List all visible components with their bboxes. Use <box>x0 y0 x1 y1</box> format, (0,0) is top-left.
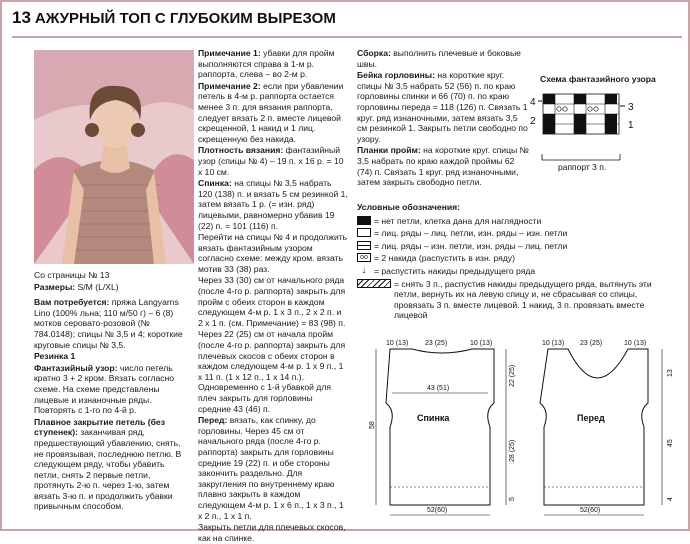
scheme-repeat-label: раппорт 3 п. <box>558 162 607 172</box>
legend-item: = лиц. ряды – лиц. петли, изн. ряды – изн. петли <box>357 228 677 239</box>
front-schematic <box>540 340 674 515</box>
back-schematic <box>369 340 516 515</box>
band-text: на короткие круг. спицы № 3,5 набрать по краю каждой проймы 62 (74) п. Связать 1 круг. ряд изнаночными, затем закрыть свободно петли. <box>357 145 529 188</box>
paragraph-c: Через 22 (25) см от начала пройм (после 4-го р. раппорта) закрыть для плечевых скосов с обеих сторон в каждом следующем 4-м р. 1 х 9 п., 1 х 11 п. (1 х 12 п., 1 х 14 п.). Одновременно с 1-й убавкой для плеч закрыть для горловины средние 43 (46) п. <box>198 329 346 414</box>
purl-stitch-icon <box>357 241 371 250</box>
band-label: Планки пройм: <box>357 145 421 156</box>
smooth-label: Плавное закрытие петель (без ступенек): <box>34 416 165 438</box>
note2-text: если при убавлении петель в 4-м р. раппорта остается менее 3 п. для вязания раппорта, следует вязать 2 п. вместе лицевой скрещенной, 1 накид и 1 лиц. скрещенную без накида. <box>198 80 344 144</box>
note1-label: Примечание 1: <box>198 48 261 58</box>
back-body: 28 (25) <box>509 439 516 462</box>
column-3 <box>357 48 529 189</box>
pattern-scheme <box>530 74 680 174</box>
front-label: Перед <box>577 413 605 423</box>
density-text: фантазийный узор (спицы № 4) – 19 п. х 16 р. = 10 х 10 см. <box>198 145 344 177</box>
neck-paragraph <box>357 70 529 144</box>
scheme-row-1: 1 <box>628 120 634 131</box>
front-text: вязать, как спинку, до горловины. Через 45 см от начального ряда (после 4-го р. раппорта) закрыть для горловины средние 19 (22) п. и обе стороны закончить раздельно. Для закругления по внутреннему краю плавно закрыть в каждом следующем 4-м р. 1 х 6 п., 1 х 3 п., 1 х 2 п., 1 х 1 п. <box>198 415 344 521</box>
scheme-cells <box>543 94 619 134</box>
note2-paragraph <box>198 81 348 145</box>
neck-text: на короткие круг. спицы № 3,5 набрать 52 (56) п. по краю горловины спинки и 66 (70) п. по краю горловины переда = 118 (126) п. Связать 1 круг. ряд изнаночными, затем вязать 3,5 см резинкой 1. Закрыть петли свободно по узору. <box>357 70 528 144</box>
rib-label: Резинка 1 <box>34 351 76 362</box>
assembly-text: выполнить плечевые и боковые швы. <box>357 48 521 69</box>
front-top-1: 10 (13) <box>542 340 565 347</box>
density-label: Плотность вязания: <box>198 145 284 156</box>
header <box>12 8 682 38</box>
materials-paragraph <box>34 297 190 350</box>
front-bottom-width: 52(60) <box>580 507 601 514</box>
scheme-row-4: 4 <box>530 97 536 108</box>
back-height: 58 <box>369 421 376 429</box>
legend-item: oo = 2 накида (распустить в изн. ряду) <box>357 253 677 264</box>
back-top-1: 10 (13) <box>386 340 409 347</box>
note1-paragraph <box>198 48 348 80</box>
note1-text: убавки для пройм выполняются справа в 1-м р. раппорта, слева – во 2-м р. <box>198 48 335 80</box>
back-top-2: 23 (25) <box>425 340 448 347</box>
sizes-label: Размеры: <box>34 281 76 292</box>
neck-label: Бейка горловины: <box>357 70 436 81</box>
column-1 <box>34 270 190 513</box>
drop-arrow-icon: ↓ <box>361 264 367 276</box>
front-neck-depth: 13 <box>667 369 674 377</box>
front-top-2: 23 (25) <box>580 340 603 347</box>
paragraph-d: Закрыть петли для плечевых скосов, как на спинке. <box>198 522 346 543</box>
back-paragraph <box>198 178 348 231</box>
materials-text: пряжа Langyarns Lino (100% льна; 110 м/50 г) – 6 (8) мотков серовато-розовой (№ 784.0148); спицы № 3,5 и 4; короткие круговые спицы № 3,5. <box>34 297 183 350</box>
legend-item: = снять 3 п., распустив накиды предыдущего ряда, вытянуть эти петли, вернуть их на левую спицу и, не сбрасывая со спицы, провязать 3 п. вместе лицевой. 1 накид, 3 п. провязать вместе лицевой <box>357 279 677 321</box>
back-label: Спинка: <box>198 178 232 189</box>
back-rib: 5 <box>509 497 516 501</box>
scheme-grid <box>530 84 680 176</box>
back-label: Спинка <box>417 413 450 423</box>
cluster-stitch-icon <box>357 279 391 288</box>
column-2 <box>198 48 348 544</box>
scheme-title: Схема фантазийного узора <box>540 74 656 84</box>
fancy-paragraph <box>34 363 190 416</box>
smooth-text: заканчивая ряд, предшествующий убавлению, снять, не провязывая, последнюю петлю. В следующем ряду, чтобы убавить петли, снять 2 первые петли, протянуть 2-ю п. через 1-ю, затем вязать 3-ю п. и продолжить убавки привычным способом. <box>34 427 182 512</box>
front-body-height: 45 <box>667 439 674 447</box>
legend-item: ↓ = распустить накиды предыдущего ряда <box>357 266 677 277</box>
back-mid-width: 43 (51) <box>427 385 450 392</box>
sizes-paragraph <box>34 282 190 293</box>
legend <box>357 202 677 323</box>
fancy-text: число петель кратно 3 + 2 кром. Вязать согласно схеме. На схеме представлены лицевые и изнаночные ряды. Повторять с 1-го по 4-й р. <box>34 362 175 416</box>
front-top-3: 10 (13) <box>624 340 647 347</box>
band-paragraph <box>357 145 529 187</box>
legend-title: Условные обозначения: <box>357 202 460 212</box>
front-label: Перед: <box>198 415 228 426</box>
header-rule <box>12 36 682 38</box>
density-paragraph <box>198 145 348 177</box>
front-rib: 4 <box>667 497 674 501</box>
model-photo <box>34 50 194 264</box>
assembly-label: Сборка: <box>357 48 391 58</box>
sizes-value: S/M (L/XL) <box>75 281 119 292</box>
knit-stitch-icon <box>357 228 371 237</box>
note2-label: Примечание 2: <box>198 80 261 91</box>
back-text: на спицы № 3,5 набрать 120 (138) п. и вязать 5 см резинкой 1, затем вязать 1 р. (= изн. ряд) лицевыми, равномерно убавив 19 (22) п. = 101 (116) п. <box>198 178 348 231</box>
paragraph-b: Через 33 (30) см от начального ряда (после 4-го р. раппорта) закрыть для пройм с обеих сторон в каждом следующем 4-м р. 1 х 3 п., 2 х 2 п. и 2 х 1 п. (см. Примечание) = 83 (98) п. <box>198 275 346 328</box>
fancy-label: Фантазийный узор: <box>34 362 118 373</box>
legend-item: = лиц. ряды – изн. петли, изн. ряды – лиц. петли <box>357 241 677 252</box>
no-stitch-icon <box>357 216 371 225</box>
smooth-paragraph <box>34 417 190 512</box>
legend-item: = нет петли, клетка дана для наглядности <box>357 216 677 227</box>
back-bottom-width: 52(60) <box>427 507 448 514</box>
garment-schematics <box>369 337 682 527</box>
back-top-3: 10 (13) <box>470 340 493 347</box>
double-yarn-over-icon: oo <box>357 253 371 262</box>
front-paragraph <box>198 415 348 521</box>
assembly-paragraph <box>357 48 529 69</box>
model-photo-illustration <box>34 50 194 264</box>
header-title: АЖУРНЫЙ ТОП С ГЛУБОКИМ ВЫРЕЗОМ <box>34 10 336 27</box>
materials-label: Вам потребуется: <box>34 297 110 308</box>
source-text: Со страницы № 13 <box>34 270 110 280</box>
scheme-row-2: 2 <box>530 116 536 127</box>
header-number: 13 <box>12 8 31 27</box>
paragraph-a: Перейти на спицы № 4 и продолжить вязать фантазийным узором согласно схеме: между кром. вязать мотив 33 (38) раз. <box>198 232 348 274</box>
back-armhole: 22 (25) <box>509 364 516 387</box>
scheme-row-3: 3 <box>628 102 634 113</box>
